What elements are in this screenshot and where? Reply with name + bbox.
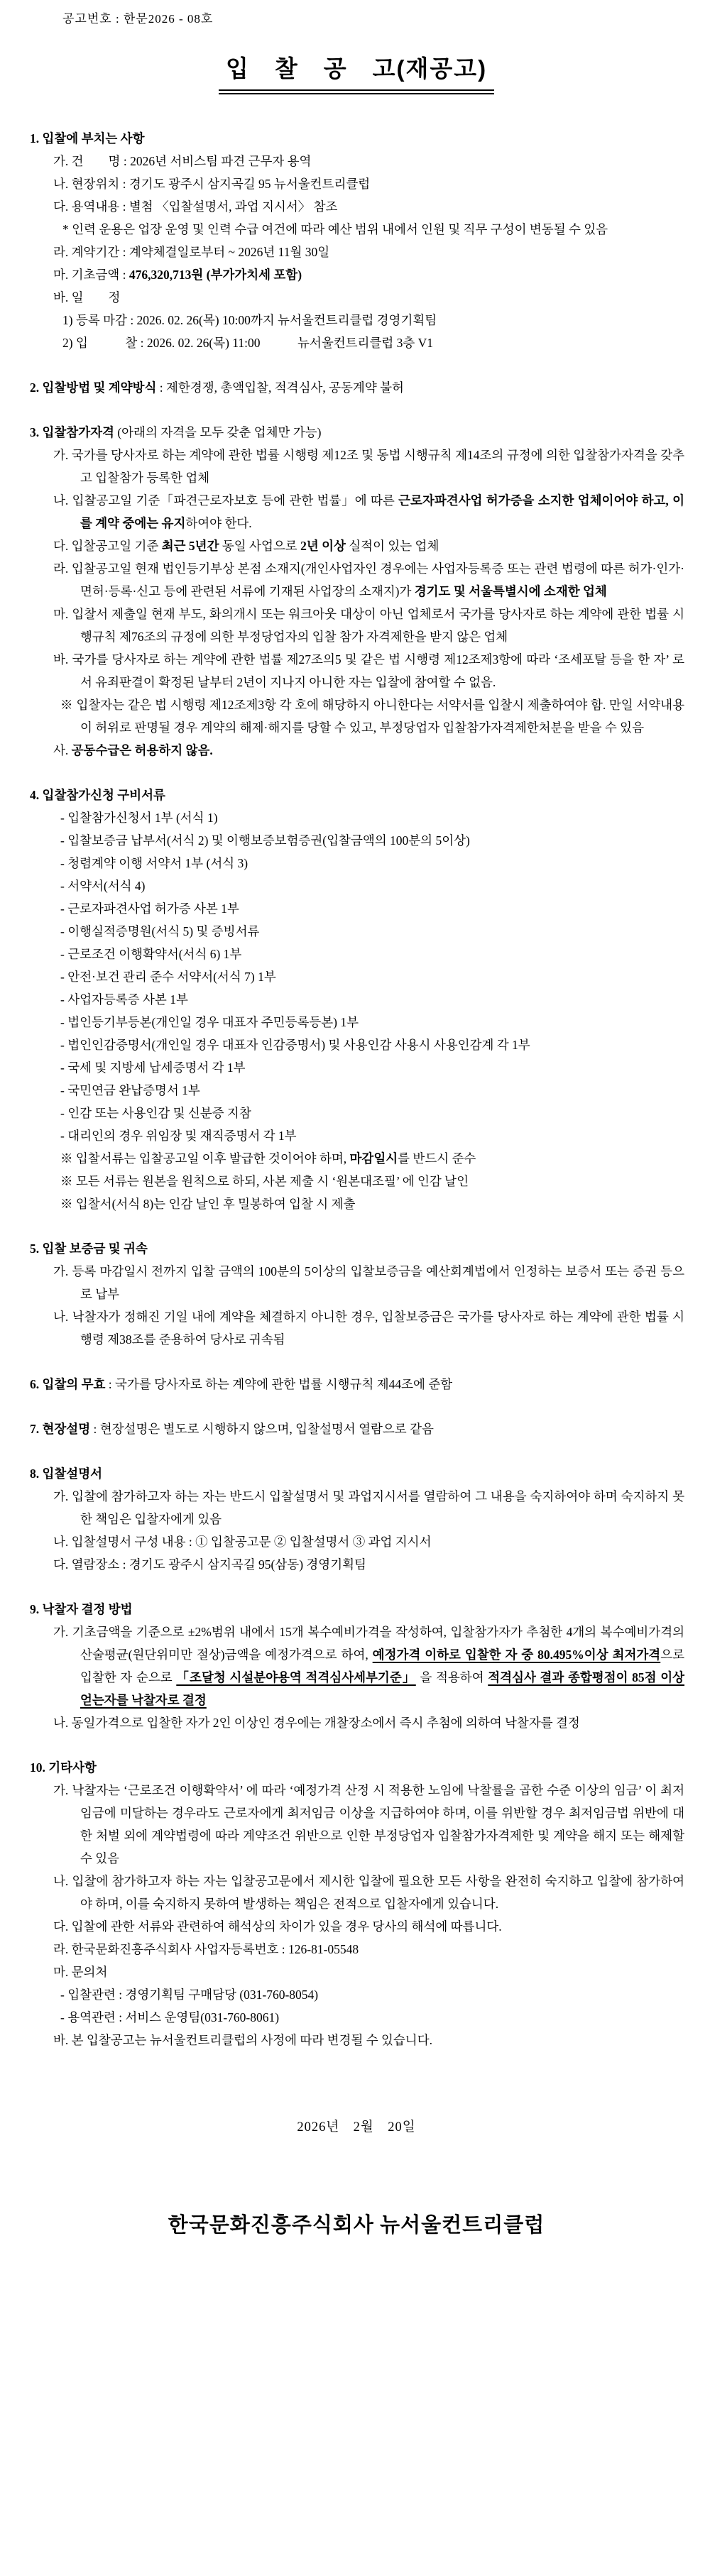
section-heading [30,784,684,806]
paragraph [60,1011,684,1034]
paragraph [53,263,684,286]
paragraph [53,241,684,263]
section [28,127,684,354]
text-run: - 용역관련 : 서비스 운영팀(031-760-8061) [60,2010,280,2024]
paragraph [60,1079,684,1102]
paragraph [60,1170,684,1193]
paragraph [53,739,684,762]
text-run: 바. 국가를 당사자로 하는 계약에 관한 법률 제27조의5 및 같은 법 시행령 제12조제3항에 따라 ‘조세포탈 등을 한 자’ 로서 유죄판결이 확정된 날부터 2년이 지나지 아니한 자는 입찰에 참여할 수 없음. [53,652,684,689]
section-heading [30,1598,684,1621]
text-run: 라. 한국문화진흥주식회사 사업자등록번호 : 126-81-05548 [53,1942,359,1956]
paragraph [53,1915,684,1938]
paragraph [53,444,684,489]
section [28,1418,684,1440]
text-run: - 법인인감증명서(개인일 경우 대표자 인감증명서) 및 사용인감 사용시 사용인감계 각 1부 [60,1038,530,1052]
paragraph [60,1983,684,2006]
section-heading [30,1756,684,1779]
paragraph [60,897,684,920]
paragraph [60,1193,684,1215]
text-run: 2년 이상 [300,539,346,553]
paragraph [60,920,684,943]
text-run: - 입찰보증금 납부서(서식 2) 및 이행보증보험증권(입찰금액의 100분의 5이상) [60,833,470,848]
paragraph [60,1147,684,1170]
text-run: 동일 사업으로 [219,539,301,553]
text-run: - 안전·보건 관리 준수 서약서(서식 7) 1부 [60,970,276,984]
paragraph [53,1305,684,1351]
section [28,1237,684,1351]
text-run: 를 반드시 준수 [398,1151,476,1166]
text-run: - 국세 및 지방세 납세증명서 각 1부 [60,1060,246,1075]
paragraph [53,1260,684,1305]
section [28,376,684,399]
text-run: 나. 입찰에 참가하고자 하는 자는 입찰공고문에서 제시한 입찰에 필요한 모든 사항을 완전히 숙지하고 입찰에 참가하여야 하며, 이를 숙지하지 못하여 발생하는 책임은 전적으로 입찰자에게 있습니다. [53,1874,684,1911]
text-run: - 청렴계약 이행 서약서 1부 (서식 3) [60,856,248,870]
text-run: 나. 동일가격으로 입찰한 자가 2인 이상인 경우에는 개찰장소에서 즉시 추첨에 의하여 낙찰자를 결정 [53,1716,580,1730]
text-run: 6. 입찰의 무효 [30,1377,106,1391]
text-run: 마. 문의처 [53,1965,108,1979]
text-run: 공동수급은 허용하지 않음. [71,743,213,757]
text-run: - 입찰관련 : 경영기획팀 구매담당 (031-760-8054) [60,1988,319,2002]
section-heading [30,1462,684,1485]
paragraph [53,1938,684,1961]
text-run: : 국가를 당사자로 하는 계약에 관한 법률 시행규칙 제44조에 준함 [105,1377,453,1391]
section [28,1373,684,1396]
text-run: : 현장설명은 별도로 시행하지 않으며, 입찰설명서 열람으로 같음 [90,1422,434,1436]
section-heading [30,376,684,399]
paragraph [60,875,684,897]
paragraph [53,1530,684,1553]
paragraph [53,1485,684,1530]
document-body [28,127,684,2051]
section [28,1462,684,1576]
paragraph [53,1870,684,1915]
title-wrap [28,50,684,94]
text-run: 나. 입찰설명서 구성 내용 : ① 입찰공고문 ② 입찰설명서 ③ 과업 지시서 [53,1535,432,1549]
text-run: 근로자파견사업 허가증을 소지한 업체이어야 하고, 이를 계약 중에는 유지 [80,493,684,530]
paragraph [53,489,684,535]
paragraph [60,1102,684,1124]
text-run: : 제한경쟁, 총액입찰, 적격심사, 공동계약 불허 [156,380,404,395]
text-run: 5. 입찰 보증금 및 귀속 [30,1242,148,1256]
company-name: 한국문화진흥주식회사 뉴서울컨트리클럽 [168,2214,545,2237]
text-run: 10. 기타사항 [30,1760,97,1775]
paragraph [62,331,684,354]
section [28,421,684,762]
paragraph [53,1961,684,1983]
paragraph [62,309,684,331]
text-run: 라. 입찰공고일 현재 법인등기부상 본점 소재지(개인사업자인 경우에는 사업자등록증 또는 관련 법령에 따른 허가·인가·면허·등록·신고 등에 관련된 서류에 기재된 사업장의 소재지)가 [53,561,684,598]
paragraph [53,1621,684,1711]
text-run: 4. 입찰참가신청 구비서류 [30,788,165,802]
text-run: 2. 입찰방법 및 계약방식 [30,380,157,395]
paragraph [53,1553,684,1576]
text-run: 마. 입찰서 제출일 현재 부도, 화의개시 또는 워크아웃 대상이 아닌 업체로서 국가를 당사자로 하는 계약에 관한 법률 시행규칙 제76조의 규정에 의한 부정당업자의 입찰 참가 자격제한을 받지 않은 업체 [53,607,684,644]
text-run: ※ 모든 서류는 원본을 원칙으로 하되, 사본 제출 시 ‘원본대조필’ 에 인감 날인 [60,1174,469,1188]
text-run: ※ 입찰서류는 입찰공고일 이후 발급한 것이어야 하며, [60,1151,350,1166]
paragraph [60,694,684,739]
text-run: 다. 입찰에 관한 서류와 관련하여 해석상의 차이가 있을 경우 당사의 해석에 따릅니다. [53,1919,502,1934]
text-run: - 이행실적증명원(서식 5) 및 증빙서류 [60,924,260,938]
text-run: 「조달청 시설분야용역 적격심사세부기준」 [176,1670,416,1684]
page-title: 입 찰 공 고(재공고) [219,50,494,94]
section-heading [30,1418,684,1440]
text-run: 마. 기초금액 : [53,268,129,282]
text-run: * 인력 운용은 업장 운영 및 인력 수급 여건에 따라 예산 범위 내에서 인원 및 직무 구성이 변동될 수 있음 [62,222,608,236]
paragraph [62,218,684,241]
paragraph [53,1711,684,1734]
text-run: 다. 열람장소 : 경기도 광주시 삼지곡길 95(삼동) 경영기획팀 [53,1557,366,1572]
text-run: - 국민연금 완납증명서 1부 [60,1083,200,1097]
text-run: 나. 현장위치 : 경기도 광주시 삼지곡길 95 뉴서울컨트리클럽 [53,177,371,191]
paragraph [60,1034,684,1056]
paragraph [53,603,684,648]
text-run: 3. 입찰참가자격 [30,425,114,439]
text-run: 적격심사 결과 종합평점이 85점 이상 얻는자를 낙찰자로 결정 [80,1670,685,1707]
paragraph [60,829,684,852]
text-run: 을 적용하여 [415,1670,488,1684]
text-run: 가. 기초금액을 기준으로 ±2%범위 내에서 15개 복수예비가격을 작성하여, 입찰참가자가 추첨한 4개의 복수예비가격의 산술평균(원단위미만 절상)금액을 예정가격으로 하여, [53,1625,684,1662]
text-run: 실적이 있는 업체 [345,539,439,553]
paragraph [53,535,684,557]
text-run: 가. 등록 마감일시 전까지 입찰 금액의 100분의 5이상의 입찰보증금을 예산회계법에서 인정하는 보증서 또는 증권 등으로 납부 [53,1264,684,1301]
text-run: - 근로자파견사업 허가증 사본 1부 [60,901,239,916]
section-heading [30,1237,684,1260]
paragraph [60,1124,684,1147]
section [28,1598,684,1734]
text-run: 최근 5년간 [161,539,219,553]
text-run: ※ 입찰자는 같은 법 시행령 제12조제3항 각 호에 해당하지 아니한다는 서약서를 입찰시 제출하여야 함. 만일 서약내용이 허위로 판명될 경우 계약의 해제·해지를 당할 수 있고, 부정당업자 입찰참가자격제한처분을 받을 수 있음 [60,698,684,735]
paragraph [53,195,684,218]
text-run: 가. 국가를 당사자로 하는 계약에 관한 법률 시행령 제12조 및 동법 시행규칙 제14조의 규정에 의한 입찰참가자격을 갖추고 입찰참가 등록한 업체 [53,448,684,485]
text-run: 으로 입찰한 자 순으로 [80,1648,684,1684]
text-run: (아래의 자격을 모두 갖춘 업체만 가능) [114,425,322,439]
text-run: 바. 본 입찰공고는 뉴서울컨트리클럽의 사정에 따라 변경될 수 있습니다. [53,2033,432,2047]
text-run: 라. 계약기간 : 계약체결일로부터 ~ 2026년 11월 30일 [53,245,330,259]
text-run: 7. 현장설명 [30,1422,91,1436]
section-heading [30,1373,684,1396]
section-heading [30,421,684,444]
text-run: 8. 입찰설명서 [30,1467,103,1481]
text-run: 1) 등록 마감 : 2026. 02. 26(목) 10:00까지 뉴서울컨트리클럽 경영기획팀 [62,313,437,327]
text-run: 가. 입찰에 참가하고자 하는 자는 반드시 입찰설명서 및 과업지시서를 열람하여 그 내용을 숙지하여야 하며 숙지하지 못한 책임은 입찰자에게 있음 [53,1489,684,1526]
text-run: - 근로조건 이행확약서(서식 6) 1부 [60,947,242,961]
doc-number: 공고번호 : 한문2026 - 08호 [62,12,214,26]
paragraph [53,286,684,309]
section-heading [30,127,684,150]
paragraph [53,172,684,195]
text-run: - 입찰참가신청서 1부 (서식 1) [60,811,218,825]
text-run: - 사업자등록증 사본 1부 [60,992,188,1007]
text-run: 경기도 및 서울특별시에 소재한 업체 [414,584,607,598]
paragraph [60,852,684,875]
text-run: 나. 낙찰자가 정해진 기일 내에 계약을 체결하지 아니한 경우, 입찰보증금은 국가를 당사자로 하는 계약에 관한 법률 시행령 제38조를 준용하여 당사로 귀속됨 [53,1310,684,1347]
text-run: 예정가격 이하로 입찰한 자 중 80.495%이상 최저가격 [372,1648,661,1662]
footer-date: 2026년 2월 20일 [297,2120,416,2134]
text-run: 마감일시 [349,1151,398,1166]
text-run: 476,320,713원 (부가가치세 포함) [129,268,302,282]
text-run: 9. 낙찰자 결정 방법 [30,1602,133,1616]
paragraph [60,2006,684,2029]
text-run: ※ 입찰서(서식 8)는 인감 날인 후 밀봉하여 입찰 시 제출 [60,1197,356,1211]
text-run: 다. 용역내용 : 별첨 〈입찰설명서, 과업 지시서〉 참조 [53,199,338,214]
paragraph [60,806,684,829]
paragraph [53,1779,684,1870]
text-run: 2) 입 찰 : 2026. 02. 26(목) 11:00 뉴서울컨트리클럽 3층 V1 [62,336,434,350]
section [28,1756,684,2051]
text-run: - 대리인의 경우 위임장 및 재직증명서 각 1부 [60,1129,297,1143]
text-run: - 인감 또는 사용인감 및 신분증 지참 [60,1106,251,1120]
text-run: 가. 낙찰자는 ‘근로조건 이행확약서’ 에 따라 ‘예정가격 산정 시 적용한 노임에 낙찰률을 곱한 수준 이상의 임금’ 이 최저임금에 미달하는 경우라도 근로자에게 최저임금 이상을 지급하여야 하며, 이를 위반할 경우 최저임금법 위반에 대한 처벌 외에 계약법령에 따라 계약조건 위반으로 인한 부정당업자 입찰참가자격제한 및 계약을 해지 또는 해제할 수 있음 [53,1783,684,1865]
text-run: 가. 건 명 : 2026년 서비스팀 파견 근무자 용역 [53,154,312,168]
paragraph [60,1056,684,1079]
paragraph [60,943,684,965]
text-run: 1. 입찰에 부치는 사항 [30,131,145,146]
text-run: - 서약서(서식 4) [60,879,146,893]
text-run: 바. 일 정 [53,290,121,305]
paragraph [53,648,684,694]
section [28,784,684,1215]
text-run: 나. 입찰공고일 기준「파견근로자보호 등에 관한 법률」에 따른 [53,493,399,508]
paragraph [53,150,684,172]
text-run: 하여야 한다. [185,516,252,530]
text-run: 다. 입찰공고일 기준 [53,539,162,553]
paragraph [53,557,684,603]
paragraph [53,2029,684,2051]
paragraph [60,965,684,988]
text-run: - 법인등기부등본(개인일 경우 대표자 주민등록등본) 1부 [60,1015,359,1029]
text-run: 사. [53,743,72,757]
paragraph [60,988,684,1011]
